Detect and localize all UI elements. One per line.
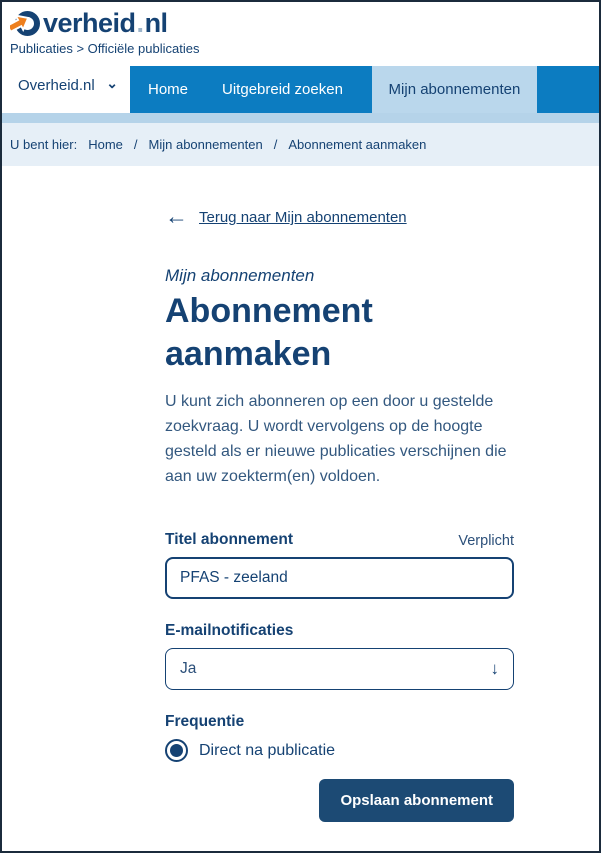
brand-text: verheid.nl xyxy=(43,7,168,38)
arrow-left-icon: ← xyxy=(165,203,188,229)
nav-item-mijn-abonnementen[interactable]: Mijn abonnementen xyxy=(372,66,537,113)
breadcrumb xyxy=(2,123,599,166)
title-field-label: Titel abonnement xyxy=(165,531,294,548)
back-link-label: Terug naar Mijn abonnementen xyxy=(199,209,407,226)
site-header xyxy=(2,2,599,66)
overheid-logo[interactable] xyxy=(10,7,185,39)
subscription-title-input[interactable] xyxy=(165,557,514,599)
page-subtitle: Mijn abonnementen xyxy=(165,266,315,285)
site-section-label: Publicaties > Officiële publicaties xyxy=(10,41,200,56)
radio-selected-icon xyxy=(165,739,188,762)
logo-o-arrow-icon xyxy=(10,7,42,39)
domain-switcher-label: Overheid.nl xyxy=(18,77,95,94)
main-content xyxy=(2,166,516,822)
select-selected-value: Ja xyxy=(180,660,197,677)
breadcrumb-separator: / xyxy=(273,137,278,152)
chevron-down-icon: ⌄ xyxy=(106,75,118,91)
intro-text: U kunt zich abonneren op een door u gestelde zoekvraag. U wordt vervolgens op de hoogte gesteld als er nieuwe publicaties verschijnen die aan uw zoekterm(en) voldoen. xyxy=(165,393,507,485)
breadcrumb-current: Abonnement aanmaken xyxy=(288,137,427,152)
main-nav xyxy=(2,66,599,113)
back-link[interactable] xyxy=(165,203,514,229)
nav-item-uitgebreid-zoeken[interactable]: Uitgebreid zoeken xyxy=(222,81,343,98)
subscription-form xyxy=(165,531,514,822)
domain-switcher-dropdown[interactable] xyxy=(2,58,130,113)
page-title: Abonnement aanmaken xyxy=(165,292,373,373)
nav-filler xyxy=(537,66,599,113)
arrow-down-icon: ↓ xyxy=(490,659,499,678)
frequency-label: Frequentie xyxy=(165,713,245,730)
save-subscription-button[interactable]: Opslaan abonnement xyxy=(319,779,514,822)
breadcrumb-prefix: U bent hier: xyxy=(10,137,78,152)
breadcrumb-link-home[interactable]: Home xyxy=(88,137,123,152)
required-indicator: Verplicht xyxy=(458,533,514,549)
breadcrumb-link-mijn-abonnementen[interactable]: Mijn abonnementen xyxy=(148,137,263,152)
frequency-option-label: Direct na publicatie xyxy=(199,741,336,759)
email-notifications-label: E-mailnotificaties xyxy=(165,622,294,639)
nav-item-home[interactable]: Home xyxy=(148,81,189,98)
nav-substrip xyxy=(2,113,599,123)
breadcrumb-separator: / xyxy=(133,137,138,152)
email-notifications-select[interactable] xyxy=(165,648,514,690)
frequency-radio-direct[interactable] xyxy=(165,739,514,762)
